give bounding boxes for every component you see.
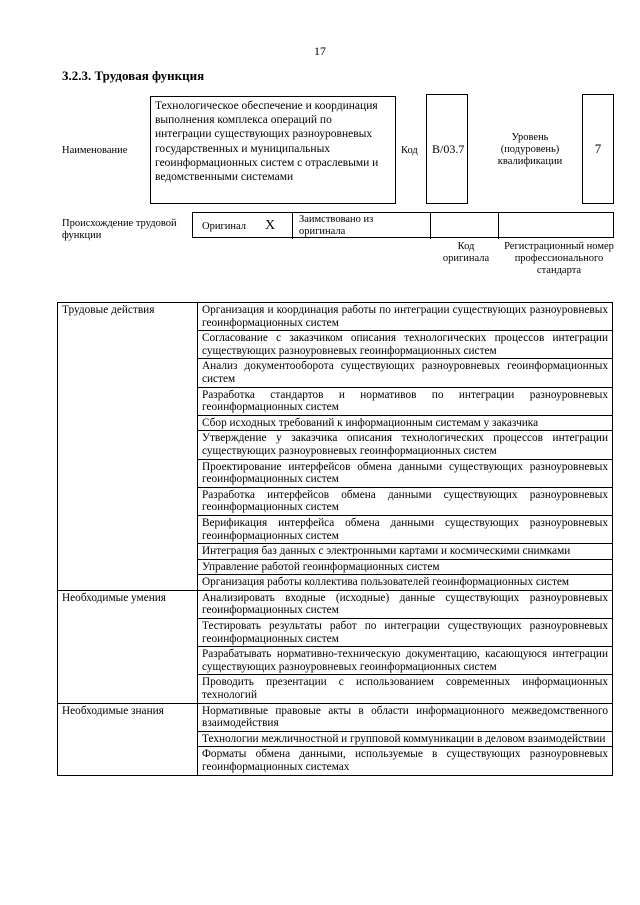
section-item: Технологии межличностной и групповой коммуникации в деловом взаимодействии xyxy=(198,731,613,747)
section-item: Нормативные правовые акты в области информационного межведомственного взаимодействия xyxy=(198,703,613,731)
level-value: 7 xyxy=(594,141,602,156)
section-item: Согласование с заказчиком описания технологических процессов интеграции существующих разноуровневых геоинформационных систем xyxy=(198,331,613,359)
section-item: Организация и координация работы по интеграции существующих разноуровневых геоинформационных систем xyxy=(198,303,613,331)
name-value: Технологическое обеспечение и координация выполнения комплекса операций по интеграции существующих разноуровневых государственных и муниципальных геоинформационных систем с отраслевыми и ведомственными системами xyxy=(150,96,396,204)
origin-label: Происхождение трудовой функции xyxy=(62,218,177,241)
code-original-caption: Код оригинала xyxy=(442,241,490,264)
section-item: Проектирование интерфейсов обмена данными существующих разноуровневых геоинформационных систем xyxy=(198,459,613,487)
origin-row xyxy=(192,212,614,238)
section-item: Разработка интерфейсов обмена данными существующих разноуровневых геоинформационных систем xyxy=(198,487,613,515)
code-value: B/03.7 xyxy=(432,142,465,156)
section-item: Форматы обмена данными, используемые в существующих разноуровневых геоинформационных системах xyxy=(198,747,613,775)
level-label: Уровень (подуровень) квалификации xyxy=(497,132,563,167)
name-label: Наименование xyxy=(62,145,128,156)
borrowed-label: Заимствовано из оригинала xyxy=(299,214,374,237)
original-cell xyxy=(193,213,293,239)
section-item: Организация работы коллектива пользователей геоинформационных систем xyxy=(198,575,613,591)
section-title: 3.2.3. Трудовая функция xyxy=(62,68,205,83)
table-row xyxy=(58,590,613,618)
section-item: Анализ документооборота существующих разноуровневых геоинформационных систем xyxy=(198,359,613,387)
section-item: Анализировать входные (исходные) данные существующих разноуровневых геоинформационных систем xyxy=(198,590,613,618)
section-item: Тестировать результаты работ по интеграции существующих разноуровневых геоинформационных систем xyxy=(198,619,613,647)
reg-number-cell xyxy=(499,213,613,239)
table-row xyxy=(58,703,613,731)
section-item: Проводить презентации с использованием современных информационных технологий xyxy=(198,675,613,703)
section-item: Верификация интерфейса обмена данными существующих разноуровневых геоинформационных систем xyxy=(198,515,613,543)
borrowed-cell xyxy=(293,213,431,239)
original-mark: X xyxy=(265,218,276,233)
section-header: Необходимые знания xyxy=(58,703,198,775)
table-row xyxy=(58,303,613,331)
page-number: 17 xyxy=(314,44,326,58)
section-item: Управление работой геоинформационных систем xyxy=(198,559,613,575)
section-header: Необходимые умения xyxy=(58,590,198,703)
section-header: Трудовые действия xyxy=(58,303,198,591)
code-label: Код xyxy=(401,145,418,156)
original-label: Оригинал xyxy=(202,221,246,232)
section-item: Разработка стандартов и нормативов по интеграции разноуровневых геоинформационных систем xyxy=(198,387,613,415)
functions-table xyxy=(57,302,613,776)
section-item: Интеграция баз данных с электронными картами и космическими снимками xyxy=(198,544,613,560)
reg-number-caption: Регистрационный номер профессионального стандарта xyxy=(504,241,614,276)
section-item: Утверждение у заказчика описания технологических процессов интеграции существующих разноуровневых геоинформационных систем xyxy=(198,431,613,459)
section-item: Разрабатывать нормативно-техническую документацию, касающуюся интеграции существующих разноуровневых геоинформационных систем xyxy=(198,647,613,675)
code-original-cell xyxy=(431,213,499,239)
section-item: Сбор исходных требований к информационным системам у заказчика xyxy=(198,415,613,431)
